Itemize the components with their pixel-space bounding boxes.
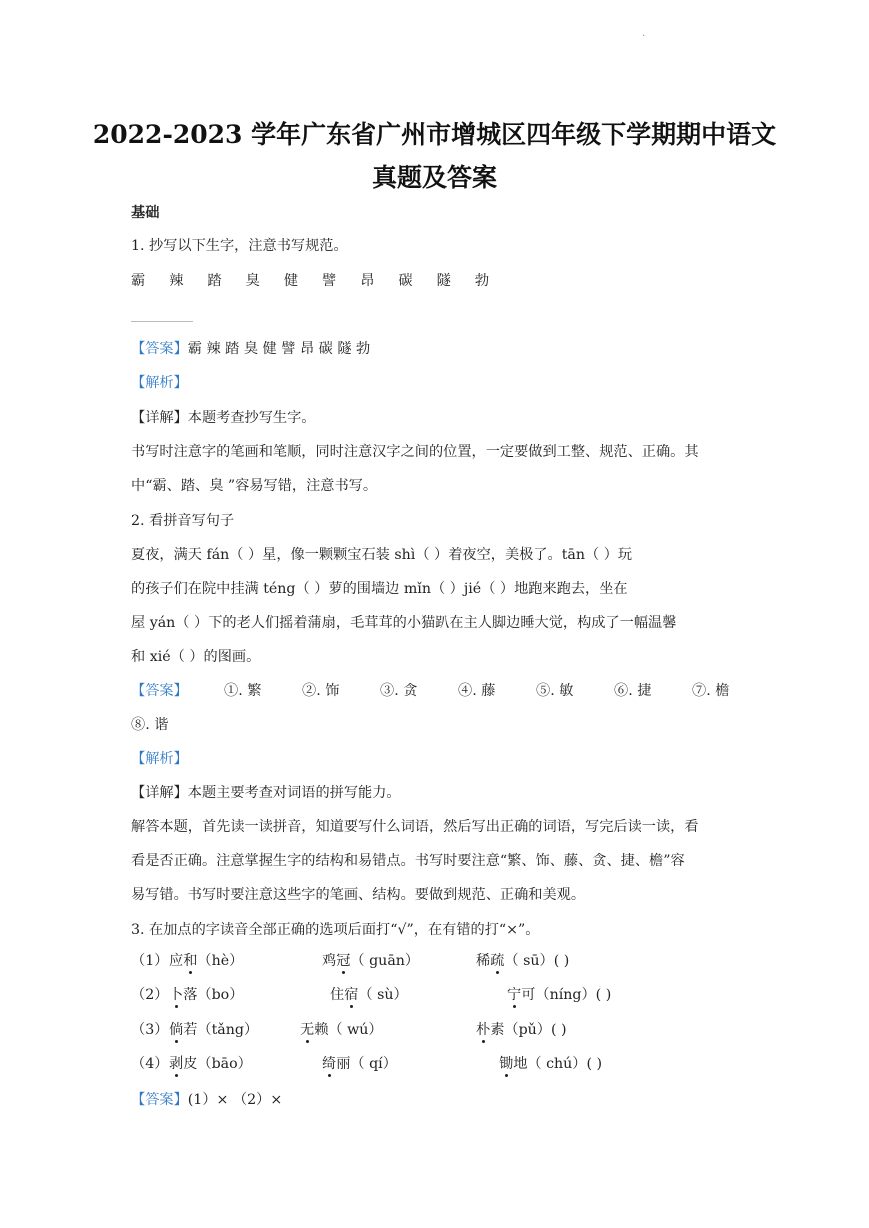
q3-option-b: 住宿（ sù） — [330, 987, 408, 1003]
q3-row-number: （2） — [131, 987, 169, 1003]
q3-option-c: 宁可（níng）( ) — [507, 987, 612, 1003]
q1-detail-text: 本题考查抄写生字。 — [187, 410, 316, 426]
page-marker-dot: . — [642, 28, 646, 39]
q2-explain-line3: 易写错。书写时要注意这些字的笔画、结构。要做到规范、正确和美观。 — [131, 887, 586, 903]
q2-passage-line4: 和 xié（ ）的图画。 — [131, 649, 261, 665]
emphasis-dot-char: 冠 — [336, 953, 351, 969]
document-title-line1: 2022-2023 学年广东省广州市增城区四年级下学期期中语文 — [92, 120, 777, 149]
q1-char: 隧 — [436, 273, 451, 289]
q2-detail-text: 本题主要考查对词语的拼写能力。 — [187, 785, 401, 801]
q2-explain-line2: 看是否正确。注意掌握生字的结构和易错点。书写时要注意“繁、饰、藤、贪、捷、檐”容 — [131, 853, 685, 869]
q3-option-c: 稀疏（ sū）( ) — [476, 953, 570, 969]
q3-option-a: 倘若（tǎng） — [169, 1022, 259, 1038]
q2-prompt: 2. 看拼音写句子 — [131, 513, 235, 529]
q3-option-a: 剥皮（bāo） — [169, 1056, 252, 1072]
q2-answer-item: ⑦. 檐 — [692, 683, 730, 699]
divider-line — [131, 321, 193, 322]
q3-answer — [131, 1090, 282, 1110]
q1-char: 勃 — [474, 273, 490, 289]
emphasis-dot-char: 绮 — [322, 1056, 337, 1072]
emphasis-dot-char: 宿 — [344, 987, 359, 1003]
q2-detail — [131, 783, 401, 803]
q1-analysis-tag: 【解析】 — [131, 375, 188, 391]
q3-option-row — [131, 1054, 711, 1074]
q2-answer-item: ③. 贪 — [380, 683, 418, 699]
answer-tag: 【答案】 — [131, 341, 188, 357]
q3-option-b: 鸡冠（ guān） — [322, 953, 420, 969]
q3-answer-text: (1）× （2）× — [187, 1092, 283, 1108]
q1-char: 臭 — [245, 273, 260, 289]
q3-option-b: 无赖（ wú） — [300, 1022, 383, 1038]
q3-option-a: 应和（hè） — [169, 953, 244, 969]
q3-option-c: 锄地（ chú）( ) — [499, 1056, 603, 1072]
q2-answer-item: ①. 繁 — [224, 683, 262, 699]
emphasis-dot-char: 剥 — [169, 1056, 184, 1072]
emphasis-dot-char: 倘 — [169, 1022, 184, 1038]
section-heading: 基础 — [131, 205, 160, 221]
emphasis-dot-char: 朴 — [476, 1022, 491, 1038]
q1-detail — [131, 408, 315, 428]
q3-option-row — [131, 951, 711, 971]
q3-row-number: （3） — [131, 1022, 169, 1038]
q1-char: 霸 — [131, 273, 146, 289]
emphasis-dot-char: 卜 — [169, 987, 184, 1003]
q3-row-number: （1） — [131, 953, 169, 969]
detail-tag: 【详解】 — [131, 785, 188, 801]
q1-answer — [131, 339, 370, 359]
q2-answer-row — [131, 681, 741, 701]
emphasis-dot-char: 和 — [183, 953, 198, 969]
q1-prompt: 1. 抄写以下生字，注意书写规范。 — [131, 238, 348, 254]
q3-option-row — [131, 1020, 711, 1040]
q2-passage-line2: 的孩子们在院中挂满 téng（ ）萝的围墙边 mǐn（ ）jié（ ）地跑来跑去，坐在 — [131, 581, 628, 597]
q1-char: 踏 — [207, 273, 222, 289]
answer-tag: 【答案】 — [131, 683, 188, 699]
emphasis-dot-char: 宁 — [507, 987, 522, 1003]
q2-analysis-tag: 【解析】 — [131, 751, 188, 767]
q1-explain-line1: 书写时注意字的笔画和笔顺，同时注意汉字之间的位置，一定要做到工整、规范、正确。其 — [131, 444, 699, 460]
detail-tag: 【详解】 — [131, 410, 188, 426]
q2-answer-last: ⑧. 谐 — [131, 717, 169, 733]
q1-char: 健 — [283, 273, 299, 289]
q1-char: 碳 — [398, 273, 413, 289]
q2-answer-item: ②. 饰 — [302, 683, 340, 699]
document-title-line2: 真题及答案 — [371, 163, 497, 192]
q1-char: 譬 — [322, 273, 337, 289]
emphasis-dot-char: 疏 — [490, 953, 505, 969]
q1-answer-text: 霸 辣 踏 臭 健 譬 昂 碳 隧 勃 — [187, 341, 371, 357]
answer-tag: 【答案】 — [131, 1092, 188, 1108]
q2-answer-item: ④. 藤 — [458, 683, 496, 699]
q2-passage-line1: 夏夜，满天 fán（ ）星，像一颗颗宝石装 shì（ ）着夜空，美极了。tān（ ）玩 — [131, 547, 633, 563]
q1-explain-line2: 中“霸、踏、臭 ”容易写错，注意书写。 — [131, 478, 378, 494]
emphasis-dot-char: 锄 — [499, 1056, 514, 1072]
q3-option-b: 绮丽（ qí） — [322, 1056, 397, 1072]
q2-answer-item: ⑥. 捷 — [614, 683, 652, 699]
q3-prompt: 3. 在加点的字读音全部正确的选项后面打“√”，在有错的打“×”。 — [131, 922, 540, 938]
q1-char: 昂 — [360, 273, 375, 289]
q2-passage-line3: 屋 yán（ ）下的老人们摇着蒲扇，毛茸茸的小猫趴在主人脚边睡大觉，构成了一幅温馨 — [131, 615, 677, 631]
q1-char: 辣 — [169, 273, 184, 289]
q3-row-number: （4） — [131, 1056, 169, 1072]
q3-option-a: 卜落（bo） — [169, 987, 244, 1003]
emphasis-dot-char: 无 — [300, 1022, 315, 1038]
q2-explain-line1: 解答本题，首先读一读拼音，知道要写什么词语，然后写出正确的词语，写完后读一读，看 — [131, 819, 699, 835]
q1-char-list — [131, 271, 513, 291]
q3-option-c: 朴素（pǔ）( ) — [476, 1022, 567, 1038]
q3-option-row — [131, 985, 711, 1005]
q2-answer-item: ⑤. 敏 — [536, 683, 574, 699]
